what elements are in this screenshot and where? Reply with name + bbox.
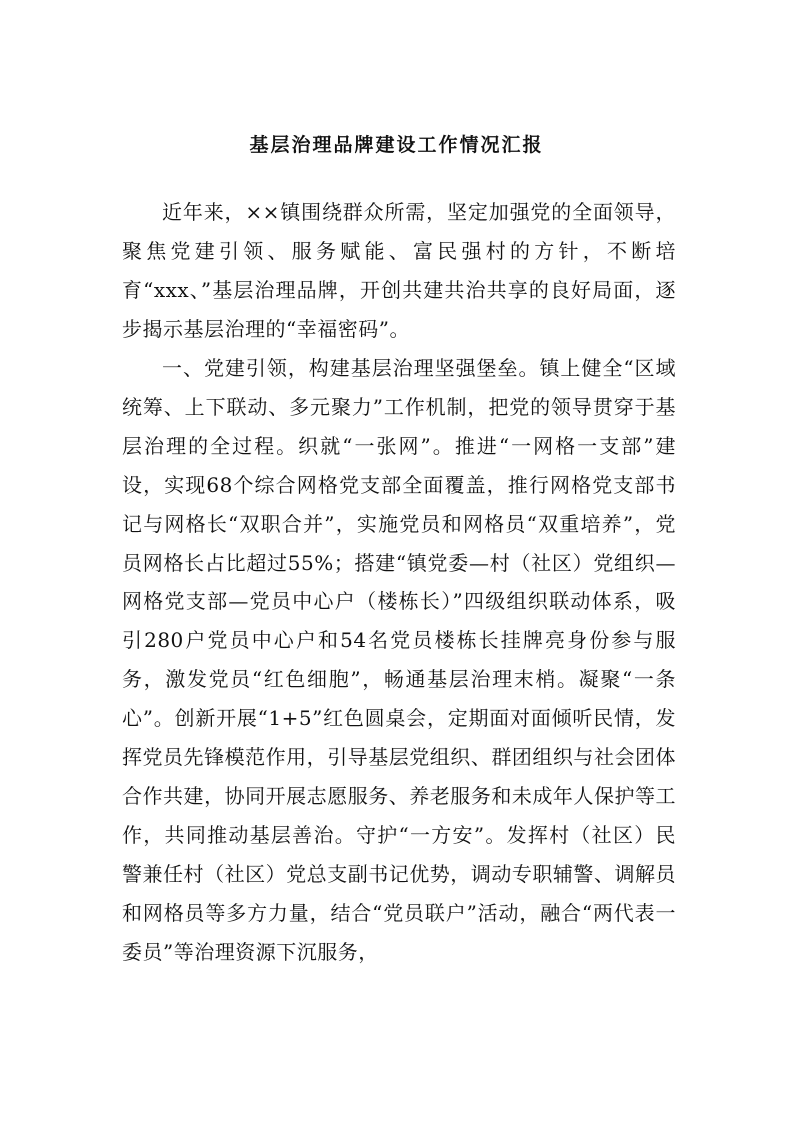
intro-paragraph: 近年来，××镇围绕群众所需，坚定加强党的全面领导，聚焦党建引领、服务赋能、富民强村的方针，不断培育“xxx、”基层治理品牌，开创共建共治共享的良好局面，逐步揭示基层治理的“幸福密码”。 (122, 200, 676, 341)
document-title: 基层治理品牌建设工作情况汇报 (249, 134, 544, 156)
section-one-paragraph: 一、党建引领，构建基层治理坚强堡垒。镇上健全“区域统筹、上下联动、多元聚力”工作机制，把党的领导贯穿于基层治理的全过程。织就“一张网”。推进“一网格一支部”建设，实现68个综合网格党支部全面覆盖，推行网格党支部书记与网格长“双职合并”，实施党员和网格员“双重培养”，党员网格长占比超过55%；搭建“镇党委—村（社区）党组织—网格党支部—党员中心户（楼栋长）”四级组织联动体系，吸引280户党员中心户和54名党员楼栋长挂牌亮身份参与服务，激发党员“红色细胞”，畅通基层治理末梢。凝聚“一条心”。创新开展“1+5”红色圆桌会，定期面对面倾听民情，发挥党员先锋模范作用，引导基层党组织、群团组织与社会团体合作共建，协同开展志愿服务、养老服务和未成年人保护等工作，共同推动基层善治。守护“一方安”。发挥村（社区）民警兼任村（社区）党总支副书记优势，调动专职辅警、调解员和网格员等多方力量，结合“党员联户”活动，融合“两代表一委员”等治理资源下沉服务， (122, 356, 676, 964)
